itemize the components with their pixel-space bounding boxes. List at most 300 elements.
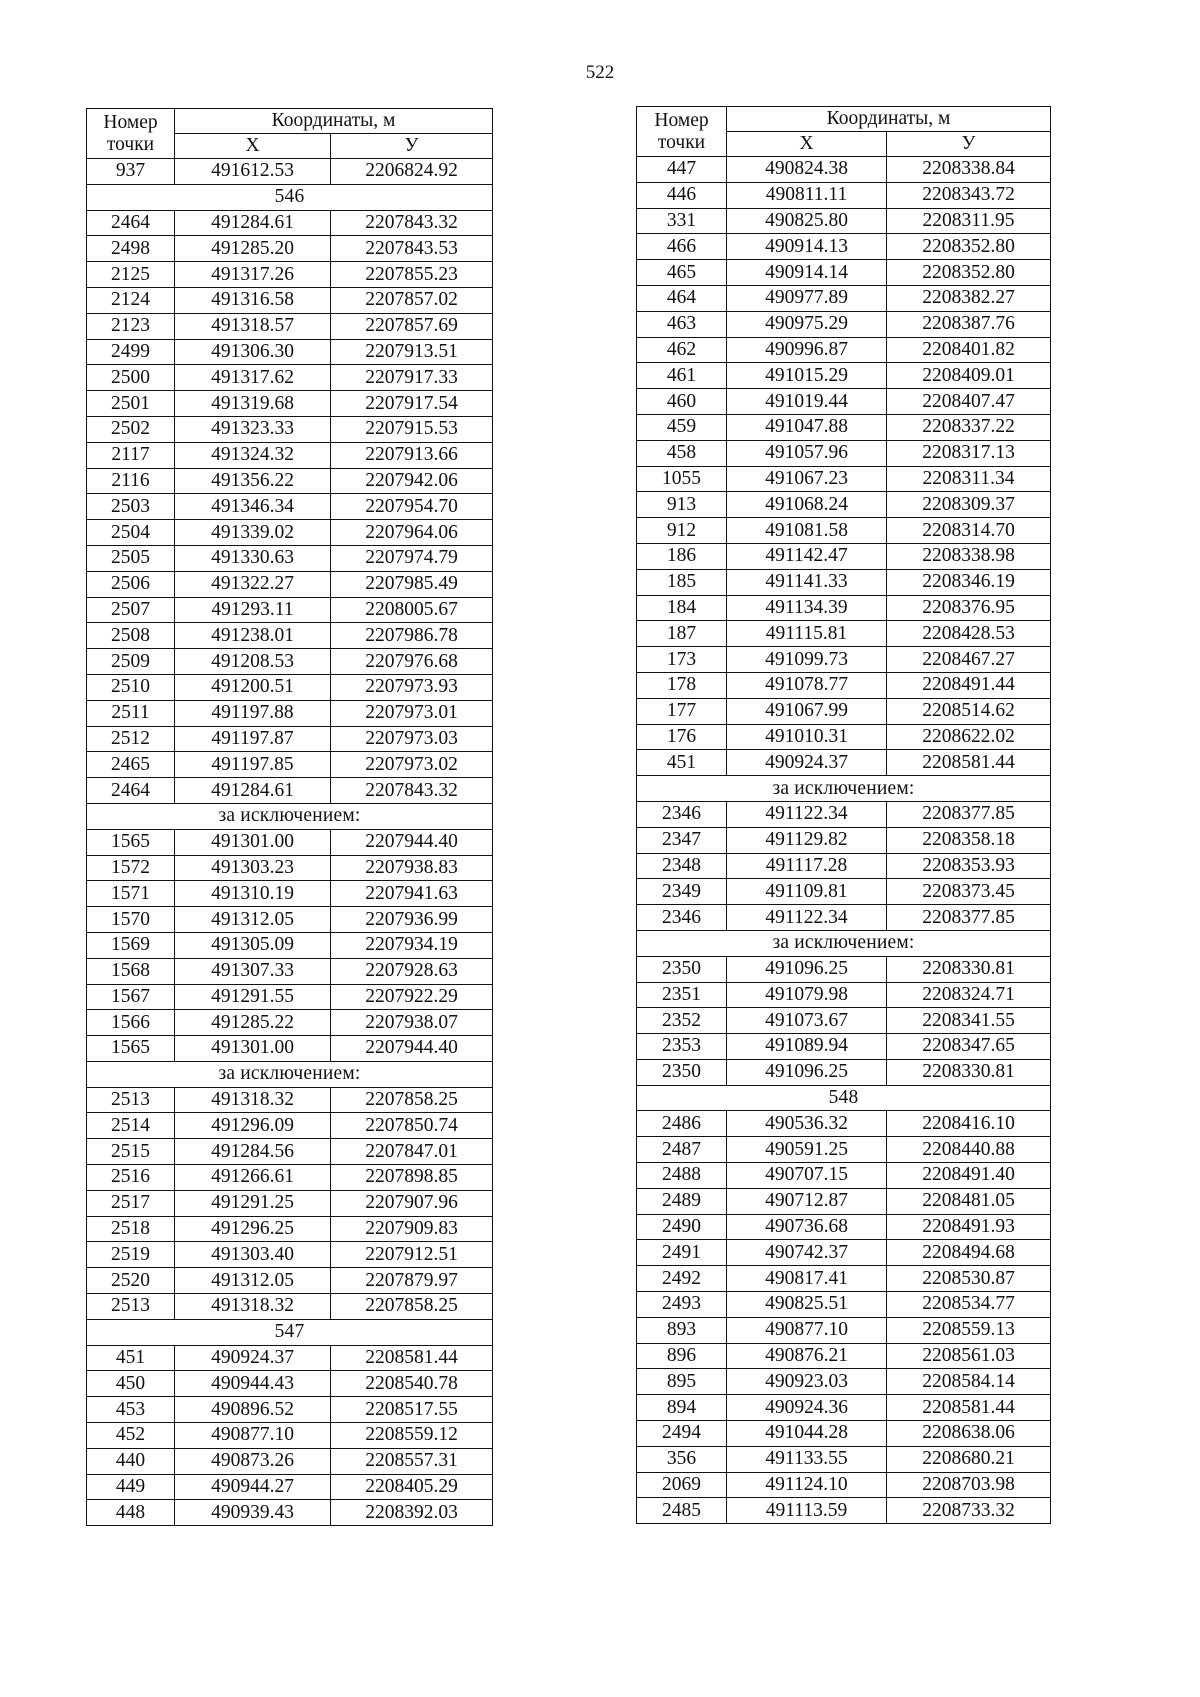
table-row bbox=[87, 855, 493, 881]
x-coordinate-cell: 491096.25 bbox=[727, 1059, 887, 1085]
table-row bbox=[87, 1216, 493, 1242]
y-coordinate-cell: 2208581.44 bbox=[887, 1395, 1051, 1421]
table-row bbox=[637, 1421, 1051, 1447]
table-row bbox=[637, 466, 1051, 492]
y-coordinate-cell: 2208409.01 bbox=[887, 363, 1051, 389]
y-coordinate-cell: 2208559.12 bbox=[331, 1423, 493, 1449]
point-number-cell: 2516 bbox=[87, 1165, 175, 1191]
x-coordinate-cell: 491081.58 bbox=[727, 518, 887, 544]
point-number-cell: 2500 bbox=[87, 365, 175, 391]
table-row bbox=[87, 262, 493, 288]
point-number-cell: 184 bbox=[637, 595, 727, 621]
section-label: 548 bbox=[637, 1085, 1051, 1111]
point-number-cell: 2464 bbox=[87, 778, 175, 804]
point-number-cell: 2498 bbox=[87, 236, 175, 262]
x-coordinate-cell: 491068.24 bbox=[727, 492, 887, 518]
point-number-cell: 2352 bbox=[637, 1008, 727, 1034]
table-row bbox=[637, 363, 1051, 389]
table-row bbox=[87, 649, 493, 675]
x-coordinate-cell: 491323.33 bbox=[175, 416, 331, 442]
x-coordinate-cell: 491073.67 bbox=[727, 1008, 887, 1034]
x-coordinate-cell: 490811.11 bbox=[727, 182, 887, 208]
point-number-cell: 331 bbox=[637, 208, 727, 234]
y-coordinate-cell: 2208733.32 bbox=[887, 1498, 1051, 1524]
point-number-cell: 2506 bbox=[87, 571, 175, 597]
table-row bbox=[87, 1139, 493, 1165]
table-row bbox=[637, 1343, 1051, 1369]
point-header-line1: Номер bbox=[654, 109, 709, 131]
point-number-cell: 1565 bbox=[87, 829, 175, 855]
table-row bbox=[87, 1010, 493, 1036]
y-coordinate-cell: 2208514.62 bbox=[887, 698, 1051, 724]
point-number-cell: 2517 bbox=[87, 1190, 175, 1216]
point-number-cell: 2501 bbox=[87, 391, 175, 417]
point-number-cell: 1567 bbox=[87, 984, 175, 1010]
x-coordinate-cell: 491296.09 bbox=[175, 1113, 331, 1139]
x-coordinate-cell: 490742.37 bbox=[727, 1240, 887, 1266]
point-number-cell: 446 bbox=[637, 182, 727, 208]
point-number-cell: 2123 bbox=[87, 313, 175, 339]
y-coordinate-cell: 2208494.68 bbox=[887, 1240, 1051, 1266]
coordinates-header: Координаты, м bbox=[175, 109, 493, 134]
y-coordinate-cell: 2208341.55 bbox=[887, 1008, 1051, 1034]
point-number-cell: 464 bbox=[637, 285, 727, 311]
x-coordinate-cell: 491310.19 bbox=[175, 881, 331, 907]
point-number-cell: 895 bbox=[637, 1369, 727, 1395]
y-coordinate-cell: 2207909.83 bbox=[331, 1216, 493, 1242]
x-coordinate-cell: 491307.33 bbox=[175, 958, 331, 984]
y-coordinate-cell: 2207858.25 bbox=[331, 1087, 493, 1113]
table-row bbox=[637, 1266, 1051, 1292]
x-coordinate-cell: 491019.44 bbox=[727, 389, 887, 415]
x-coordinate-cell: 491197.85 bbox=[175, 752, 331, 778]
x-coordinate-cell: 490939.43 bbox=[175, 1500, 331, 1526]
y-coordinate-cell: 2208491.44 bbox=[887, 672, 1051, 698]
x-coordinate-cell: 490876.21 bbox=[727, 1343, 887, 1369]
point-number-header bbox=[637, 107, 727, 157]
x-coordinate-cell: 491324.32 bbox=[175, 442, 331, 468]
table-row bbox=[637, 1395, 1051, 1421]
table-row bbox=[87, 159, 493, 185]
point-number-cell: 2485 bbox=[637, 1498, 727, 1524]
table-row bbox=[637, 234, 1051, 260]
y-coordinate-cell: 2208338.84 bbox=[887, 157, 1051, 183]
point-number-cell: 177 bbox=[637, 698, 727, 724]
table-row bbox=[637, 982, 1051, 1008]
y-coordinate-cell: 2208557.31 bbox=[331, 1448, 493, 1474]
y-coordinate-cell: 2207858.25 bbox=[331, 1294, 493, 1320]
y-coordinate-cell: 2208352.80 bbox=[887, 260, 1051, 286]
y-coordinate-cell: 2207915.53 bbox=[331, 416, 493, 442]
table-row bbox=[637, 1214, 1051, 1240]
y-coordinate-cell: 2207944.40 bbox=[331, 829, 493, 855]
table-row bbox=[637, 672, 1051, 698]
y-coordinate-cell: 2208491.93 bbox=[887, 1214, 1051, 1240]
y-coordinate-cell: 2208517.55 bbox=[331, 1397, 493, 1423]
x-coordinate-cell: 490914.13 bbox=[727, 234, 887, 260]
coordinates-header: Координаты, м bbox=[727, 107, 1051, 132]
x-coordinate-cell: 491346.34 bbox=[175, 494, 331, 520]
coordinates-table-right bbox=[636, 106, 1051, 1524]
y-coordinate-cell: 2208428.53 bbox=[887, 621, 1051, 647]
point-number-cell: 2350 bbox=[637, 956, 727, 982]
point-number-cell: 447 bbox=[637, 157, 727, 183]
y-coordinate-cell: 2208561.03 bbox=[887, 1343, 1051, 1369]
x-coordinate-cell: 491285.20 bbox=[175, 236, 331, 262]
point-number-cell: 466 bbox=[637, 234, 727, 260]
x-coordinate-cell: 491303.40 bbox=[175, 1242, 331, 1268]
y-coordinate-cell: 2207964.06 bbox=[331, 520, 493, 546]
x-coordinate-cell: 491339.02 bbox=[175, 520, 331, 546]
x-coordinate-cell: 491133.55 bbox=[727, 1446, 887, 1472]
table-row bbox=[87, 674, 493, 700]
point-number-cell: 452 bbox=[87, 1423, 175, 1449]
point-number-cell: 2346 bbox=[637, 905, 727, 931]
point-number-cell: 2489 bbox=[637, 1188, 727, 1214]
table-row bbox=[637, 750, 1051, 776]
point-number-cell: 1570 bbox=[87, 907, 175, 933]
table-row bbox=[637, 621, 1051, 647]
y-coordinate-cell: 2208330.81 bbox=[887, 1059, 1051, 1085]
x-coordinate-cell: 490975.29 bbox=[727, 311, 887, 337]
x-coordinate-cell: 491306.30 bbox=[175, 339, 331, 365]
y-coordinate-cell: 2208324.71 bbox=[887, 982, 1051, 1008]
x-coordinate-cell: 491113.59 bbox=[727, 1498, 887, 1524]
table-row bbox=[87, 365, 493, 391]
y-coordinate-cell: 2207974.79 bbox=[331, 545, 493, 571]
point-number-cell: 2505 bbox=[87, 545, 175, 571]
x-coordinate-cell: 491291.25 bbox=[175, 1190, 331, 1216]
x-coordinate-cell: 491141.33 bbox=[727, 569, 887, 595]
point-number-cell: 173 bbox=[637, 647, 727, 673]
table-row bbox=[87, 1345, 493, 1371]
y-coordinate-cell: 2208330.81 bbox=[887, 956, 1051, 982]
point-number-cell: 185 bbox=[637, 569, 727, 595]
table-row bbox=[637, 285, 1051, 311]
x-coordinate-cell: 491285.22 bbox=[175, 1010, 331, 1036]
table-row bbox=[637, 1034, 1051, 1060]
x-coordinate-cell: 491122.34 bbox=[727, 905, 887, 931]
x-coordinate-cell: 491322.27 bbox=[175, 571, 331, 597]
point-number-cell: 937 bbox=[87, 159, 175, 185]
y-coordinate-cell: 2208309.37 bbox=[887, 492, 1051, 518]
table-row bbox=[87, 778, 493, 804]
point-number-cell: 2350 bbox=[637, 1059, 727, 1085]
y-coordinate-cell: 2207898.85 bbox=[331, 1165, 493, 1191]
section-row bbox=[87, 803, 493, 829]
y-coordinate-cell: 2208311.95 bbox=[887, 208, 1051, 234]
table-row bbox=[87, 726, 493, 752]
table-row bbox=[637, 1008, 1051, 1034]
point-number-cell: 2491 bbox=[637, 1240, 727, 1266]
table-row bbox=[637, 956, 1051, 982]
y-coordinate-cell: 2208481.05 bbox=[887, 1188, 1051, 1214]
table-row bbox=[637, 1498, 1051, 1524]
x-coordinate-cell: 490996.87 bbox=[727, 337, 887, 363]
x-coordinate-cell: 491134.39 bbox=[727, 595, 887, 621]
point-number-cell: 2493 bbox=[637, 1292, 727, 1318]
table-row bbox=[87, 545, 493, 571]
y-coordinate-cell: 2207954.70 bbox=[331, 494, 493, 520]
table-row bbox=[637, 260, 1051, 286]
table-row bbox=[87, 442, 493, 468]
y-coordinate-cell: 2207922.29 bbox=[331, 984, 493, 1010]
point-number-cell: 465 bbox=[637, 260, 727, 286]
point-number-cell: 461 bbox=[637, 363, 727, 389]
point-number-cell: 913 bbox=[637, 492, 727, 518]
table-row bbox=[87, 468, 493, 494]
y-coordinate-cell: 2208491.40 bbox=[887, 1163, 1051, 1189]
y-coordinate-cell: 2207847.01 bbox=[331, 1139, 493, 1165]
point-header-line2: точки bbox=[106, 133, 155, 155]
x-coordinate-cell: 491200.51 bbox=[175, 674, 331, 700]
point-number-cell: 2117 bbox=[87, 442, 175, 468]
x-coordinate-cell: 491319.68 bbox=[175, 391, 331, 417]
y-coordinate-cell: 2208352.80 bbox=[887, 234, 1051, 260]
table-row bbox=[87, 1242, 493, 1268]
y-coordinate-cell: 2207843.53 bbox=[331, 236, 493, 262]
y-coordinate-cell: 2207938.83 bbox=[331, 855, 493, 881]
page-number: 522 bbox=[585, 62, 615, 83]
x-coordinate-cell: 491301.00 bbox=[175, 829, 331, 855]
point-number-cell: 178 bbox=[637, 672, 727, 698]
table-row bbox=[637, 905, 1051, 931]
table-header bbox=[637, 107, 1051, 157]
y-coordinate-cell: 2208373.45 bbox=[887, 879, 1051, 905]
point-number-cell: 2125 bbox=[87, 262, 175, 288]
section-label: за исключением: bbox=[87, 803, 493, 829]
y-coordinate-cell: 2208680.21 bbox=[887, 1446, 1051, 1472]
x-coordinate-cell: 491293.11 bbox=[175, 597, 331, 623]
y-coordinate-cell: 2208581.44 bbox=[887, 750, 1051, 776]
y-coordinate-cell: 2207973.03 bbox=[331, 726, 493, 752]
y-coordinate-cell: 2207855.23 bbox=[331, 262, 493, 288]
coordinates-table-left bbox=[86, 108, 493, 1526]
table-body bbox=[637, 157, 1051, 1524]
x-coordinate-cell: 490914.14 bbox=[727, 260, 887, 286]
section-label: за исключением: bbox=[87, 1061, 493, 1087]
point-number-cell: 458 bbox=[637, 440, 727, 466]
section-label: за исключением: bbox=[637, 776, 1051, 802]
table-row bbox=[637, 853, 1051, 879]
section-label: за исключением: bbox=[637, 930, 1051, 956]
y-coordinate-cell: 2208382.27 bbox=[887, 285, 1051, 311]
point-number-cell: 2520 bbox=[87, 1268, 175, 1294]
x-coordinate-cell: 490712.87 bbox=[727, 1188, 887, 1214]
table-row bbox=[87, 1294, 493, 1320]
table-row bbox=[637, 1446, 1051, 1472]
point-number-cell: 187 bbox=[637, 621, 727, 647]
point-header-line1: Номер bbox=[103, 111, 158, 133]
table-row bbox=[87, 984, 493, 1010]
y-coordinate-cell: 2208353.93 bbox=[887, 853, 1051, 879]
x-coordinate-cell: 491047.88 bbox=[727, 414, 887, 440]
table-row bbox=[637, 1317, 1051, 1343]
x-coordinate-cell: 491115.81 bbox=[727, 621, 887, 647]
point-number-cell: 1055 bbox=[637, 466, 727, 492]
table-body bbox=[87, 159, 493, 1526]
point-number-cell: 450 bbox=[87, 1371, 175, 1397]
x-coordinate-cell: 491142.47 bbox=[727, 543, 887, 569]
x-header: X bbox=[175, 134, 331, 159]
y-coordinate-cell: 2208377.85 bbox=[887, 905, 1051, 931]
x-coordinate-cell: 490591.25 bbox=[727, 1137, 887, 1163]
table-row bbox=[637, 827, 1051, 853]
point-number-cell: 2492 bbox=[637, 1266, 727, 1292]
point-number-cell: 1568 bbox=[87, 958, 175, 984]
point-number-cell: 1571 bbox=[87, 881, 175, 907]
x-coordinate-cell: 490873.26 bbox=[175, 1448, 331, 1474]
point-number-cell: 2499 bbox=[87, 339, 175, 365]
table-row bbox=[87, 520, 493, 546]
x-coordinate-cell: 491238.01 bbox=[175, 623, 331, 649]
section-row bbox=[637, 1085, 1051, 1111]
y-coordinate-cell: 2207917.54 bbox=[331, 391, 493, 417]
table-row bbox=[637, 698, 1051, 724]
y-coordinate-cell: 2207907.96 bbox=[331, 1190, 493, 1216]
table-row bbox=[637, 879, 1051, 905]
section-row bbox=[637, 930, 1051, 956]
y-coordinate-cell: 2207913.66 bbox=[331, 442, 493, 468]
point-number-cell: 1572 bbox=[87, 855, 175, 881]
table-row bbox=[87, 881, 493, 907]
point-number-cell: 2488 bbox=[637, 1163, 727, 1189]
point-number-cell: 2348 bbox=[637, 853, 727, 879]
table-row bbox=[87, 494, 493, 520]
table-row bbox=[637, 724, 1051, 750]
x-coordinate-cell: 490944.27 bbox=[175, 1474, 331, 1500]
table-row bbox=[87, 313, 493, 339]
x-coordinate-cell: 491356.22 bbox=[175, 468, 331, 494]
x-coordinate-cell: 491284.61 bbox=[175, 778, 331, 804]
x-coordinate-cell: 491303.23 bbox=[175, 855, 331, 881]
x-coordinate-cell: 491284.61 bbox=[175, 210, 331, 236]
x-coordinate-cell: 491330.63 bbox=[175, 545, 331, 571]
y-coordinate-cell: 2208467.27 bbox=[887, 647, 1051, 673]
x-coordinate-cell: 490707.15 bbox=[727, 1163, 887, 1189]
y-coordinate-cell: 2208540.78 bbox=[331, 1371, 493, 1397]
y-coordinate-cell: 2207941.63 bbox=[331, 881, 493, 907]
table-row bbox=[637, 389, 1051, 415]
y-coordinate-cell: 2206824.92 bbox=[331, 159, 493, 185]
x-coordinate-cell: 491057.96 bbox=[727, 440, 887, 466]
x-coordinate-cell: 491010.31 bbox=[727, 724, 887, 750]
y-coordinate-cell: 2207942.06 bbox=[331, 468, 493, 494]
point-number-cell: 912 bbox=[637, 518, 727, 544]
table-row bbox=[637, 1188, 1051, 1214]
x-coordinate-cell: 490817.41 bbox=[727, 1266, 887, 1292]
y-coordinate-cell: 2208405.29 bbox=[331, 1474, 493, 1500]
y-coordinate-cell: 2208377.85 bbox=[887, 801, 1051, 827]
table-header bbox=[87, 109, 493, 159]
y-coordinate-cell: 2208314.70 bbox=[887, 518, 1051, 544]
y-coordinate-cell: 2207976.68 bbox=[331, 649, 493, 675]
point-number-cell: 462 bbox=[637, 337, 727, 363]
section-label: 546 bbox=[87, 184, 493, 210]
point-number-cell: 1566 bbox=[87, 1010, 175, 1036]
point-number-cell: 2502 bbox=[87, 416, 175, 442]
x-coordinate-cell: 491291.55 bbox=[175, 984, 331, 1010]
y-coordinate-cell: 2207913.51 bbox=[331, 339, 493, 365]
table-row bbox=[637, 337, 1051, 363]
table-row bbox=[637, 1292, 1051, 1318]
point-number-cell: 896 bbox=[637, 1343, 727, 1369]
table-row bbox=[637, 492, 1051, 518]
point-number-cell: 440 bbox=[87, 1448, 175, 1474]
point-number-cell: 1569 bbox=[87, 932, 175, 958]
section-row bbox=[87, 1061, 493, 1087]
table-row bbox=[87, 1113, 493, 1139]
y-coordinate-cell: 2208530.87 bbox=[887, 1266, 1051, 1292]
table-row bbox=[87, 339, 493, 365]
x-coordinate-cell: 491318.32 bbox=[175, 1294, 331, 1320]
point-number-cell: 2351 bbox=[637, 982, 727, 1008]
table-row bbox=[87, 1371, 493, 1397]
point-number-cell: 186 bbox=[637, 543, 727, 569]
table-row bbox=[87, 1087, 493, 1113]
x-coordinate-cell: 491612.53 bbox=[175, 159, 331, 185]
y-coordinate-cell: 2208346.19 bbox=[887, 569, 1051, 595]
point-number-cell: 2513 bbox=[87, 1087, 175, 1113]
y-coordinate-cell: 2208638.06 bbox=[887, 1421, 1051, 1447]
section-row bbox=[637, 776, 1051, 802]
y-coordinate-cell: 2207843.32 bbox=[331, 778, 493, 804]
table-row bbox=[637, 1240, 1051, 1266]
point-number-cell: 2346 bbox=[637, 801, 727, 827]
point-number-cell: 2504 bbox=[87, 520, 175, 546]
point-number-cell: 894 bbox=[637, 1395, 727, 1421]
point-number-cell: 2124 bbox=[87, 287, 175, 313]
y-coordinate-cell: 2207857.69 bbox=[331, 313, 493, 339]
table-row bbox=[637, 1163, 1051, 1189]
x-coordinate-cell: 491197.88 bbox=[175, 700, 331, 726]
x-coordinate-cell: 491318.57 bbox=[175, 313, 331, 339]
x-coordinate-cell: 491089.94 bbox=[727, 1034, 887, 1060]
x-coordinate-cell: 491129.82 bbox=[727, 827, 887, 853]
point-number-cell: 451 bbox=[87, 1345, 175, 1371]
x-coordinate-cell: 491312.05 bbox=[175, 1268, 331, 1294]
x-coordinate-cell: 491099.73 bbox=[727, 647, 887, 673]
x-coordinate-cell: 490923.03 bbox=[727, 1369, 887, 1395]
y-coordinate-cell: 2207973.01 bbox=[331, 700, 493, 726]
table-row bbox=[637, 647, 1051, 673]
x-coordinate-cell: 491122.34 bbox=[727, 801, 887, 827]
table-row bbox=[87, 623, 493, 649]
y-coordinate-cell: 2208347.65 bbox=[887, 1034, 1051, 1060]
table-row bbox=[87, 1448, 493, 1474]
point-number-cell: 448 bbox=[87, 1500, 175, 1526]
table-row bbox=[637, 157, 1051, 183]
point-number-cell: 2465 bbox=[87, 752, 175, 778]
x-coordinate-cell: 491317.62 bbox=[175, 365, 331, 391]
y-coordinate-cell: 2207928.63 bbox=[331, 958, 493, 984]
x-coordinate-cell: 491305.09 bbox=[175, 932, 331, 958]
point-number-header bbox=[87, 109, 175, 159]
point-number-cell: 2514 bbox=[87, 1113, 175, 1139]
point-number-cell: 459 bbox=[637, 414, 727, 440]
x-coordinate-cell: 490924.37 bbox=[175, 1345, 331, 1371]
point-number-cell: 2486 bbox=[637, 1111, 727, 1137]
x-coordinate-cell: 490896.52 bbox=[175, 1397, 331, 1423]
x-coordinate-cell: 491301.00 bbox=[175, 1036, 331, 1062]
y-coordinate-cell: 2207934.19 bbox=[331, 932, 493, 958]
y-coordinate-cell: 2207879.97 bbox=[331, 1268, 493, 1294]
point-number-cell: 1565 bbox=[87, 1036, 175, 1062]
y-coordinate-cell: 2208584.14 bbox=[887, 1369, 1051, 1395]
table-row bbox=[87, 1397, 493, 1423]
table-row bbox=[87, 597, 493, 623]
y-coordinate-cell: 2207944.40 bbox=[331, 1036, 493, 1062]
